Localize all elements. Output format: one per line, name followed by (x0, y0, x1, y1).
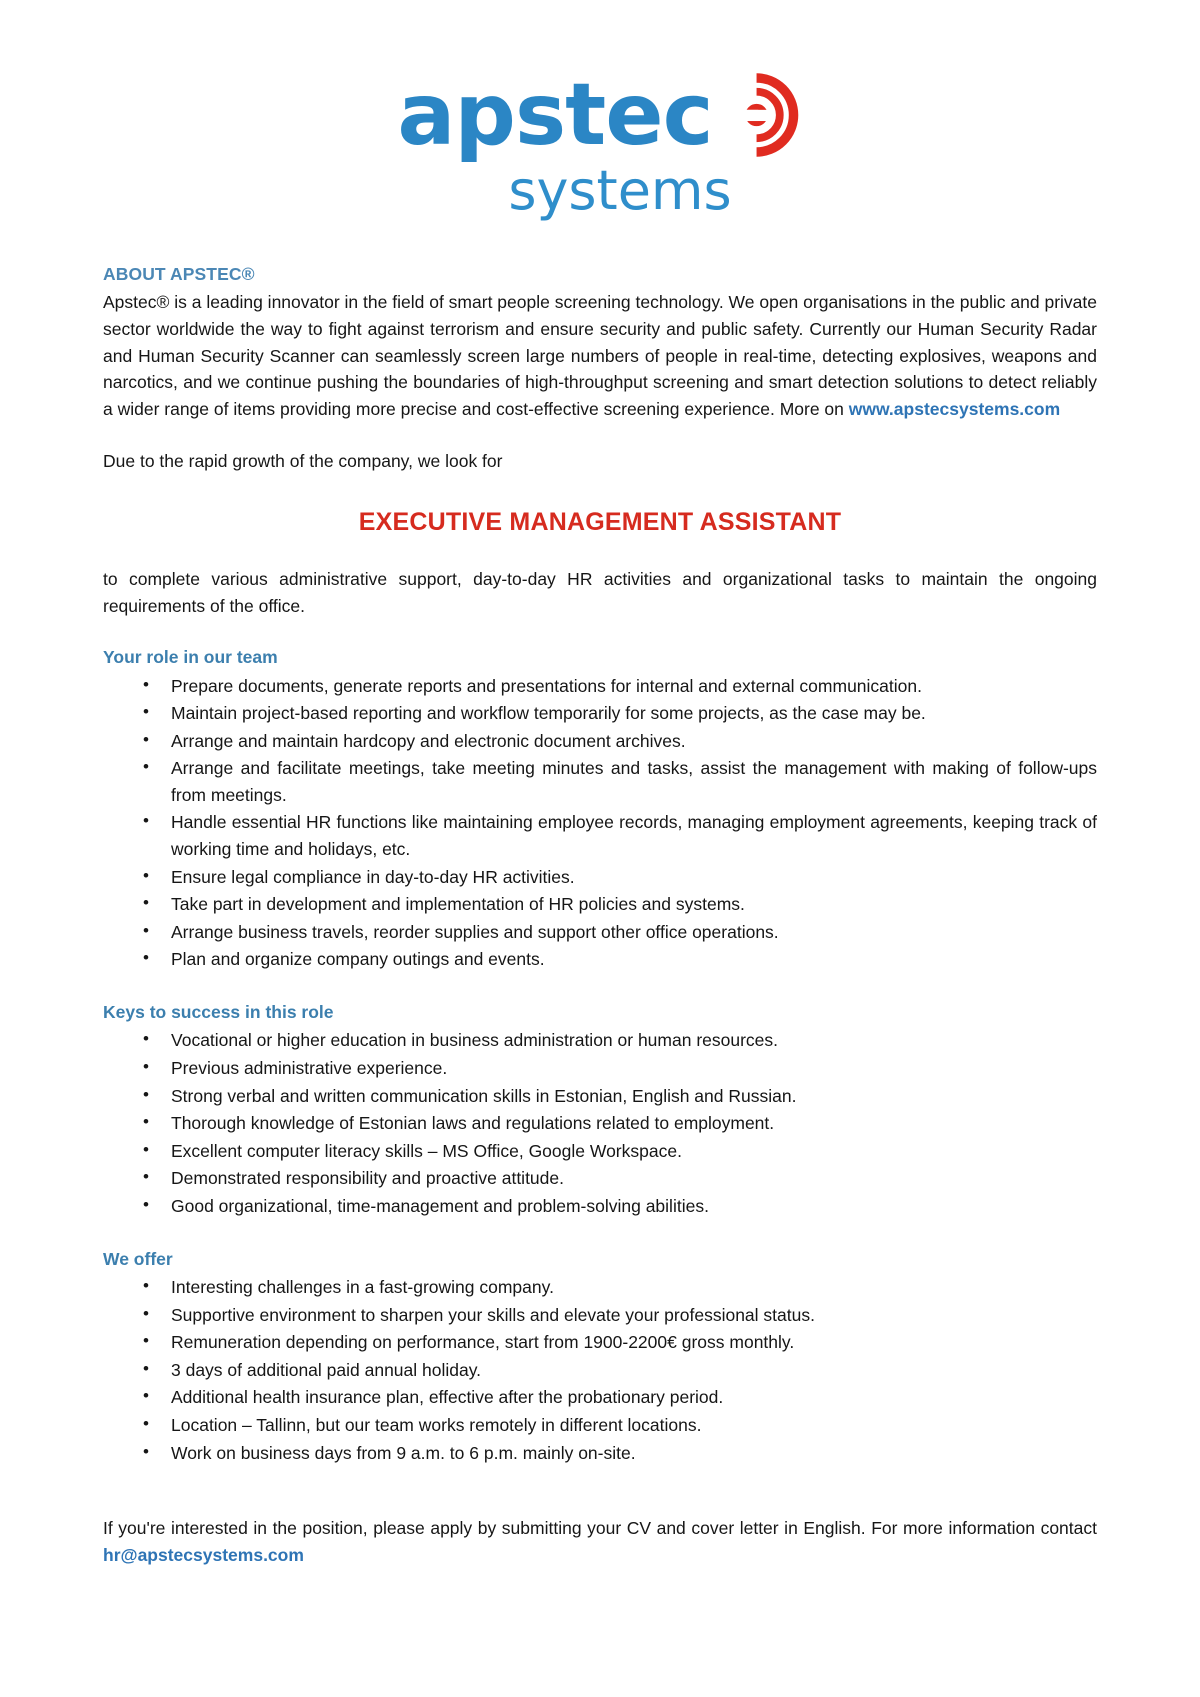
section-heading-role: Your role in our team (103, 647, 278, 668)
list-item: • Interesting challenges in a fast-growing company. (103, 1274, 1097, 1301)
list-item: • Vocational or higher education in business administration or human resources. (103, 1027, 1097, 1054)
list-item: • Demonstrated responsibility and proactive attitude. (103, 1165, 1097, 1192)
logo-row (397, 65, 802, 165)
list-item: • Maintain project-based reporting and workflow temporarily for some projects, as the case may be. (103, 700, 1097, 727)
list-item: • Strong verbal and written communication skills in Estonian, English and Russian. (103, 1083, 1097, 1110)
job-title: EXECUTIVE MANAGEMENT ASSISTANT (358, 507, 842, 536)
list-item: • Arrange business travels, reorder supplies and support other office operations. (103, 919, 1097, 946)
website-link[interactable]: www.apstecsystems.com (848, 398, 1061, 419)
list-item: • Arrange and maintain hardcopy and electronic document archives. (103, 728, 1097, 755)
list-item: • Handle essential HR functions like maintaining employee records, managing employment agreements, keeping track of working time and holidays, etc. (103, 809, 1097, 862)
job-summary: to complete various administrative support, day-to-day HR activities and organizational tasks to maintain the ongoing requirements of the office. (103, 568, 1097, 616)
apply-instructions (103, 1515, 1097, 1568)
list-item: • Arrange and facilitate meetings, take meeting minutes and tasks, assist the management with making of follow-ups from meetings. (103, 755, 1097, 808)
contact-email-link[interactable]: hr@apstecsystems.com (103, 1544, 304, 1565)
list-item: • Prepare documents, generate reports and presentations for internal and external communication. (103, 673, 1097, 700)
list-item: • Location – Tallinn, but our team works remotely in different locations. (103, 1412, 1097, 1439)
section-heading-offer: We offer (103, 1248, 173, 1269)
about-paragraph (103, 289, 1097, 422)
list-item: • Remuneration depending on performance, start from 1900-2200€ gross monthly. (103, 1329, 1097, 1356)
logo-wordmark: apstec (397, 65, 713, 165)
list-item: • Work on business days from 9 a.m. to 6 p.m. mainly on-site. (103, 1440, 1097, 1467)
company-logo (0, 0, 1200, 222)
list-item: • Ensure legal compliance in day-to-day HR activities. (103, 864, 1097, 891)
list-item: • Good organizational, time-management and problem-solving abilities. (103, 1193, 1097, 1220)
keys-bullet-list (103, 1027, 1097, 1219)
logo-subtitle: systems (508, 159, 732, 222)
about-heading: ABOUT APSTEC® (103, 264, 255, 284)
growth-line: Due to the rapid growth of the company, we look for (103, 451, 503, 472)
list-item: • Previous administrative experience. (103, 1055, 1097, 1082)
about-paragraph-text: Apstec® is a leading innovator in the field of smart people screening technology. We open organisations in the public and private sector worldwide the way to fight against terrorism and ensure security and public safety. Currently our Human Security Radar and Human Security Scanner can seamlessly screen large numbers of people in real-time, detecting explosives, weapons and narcotics, and we continue pushing the boundaries of high-throughput screening and smart detection solutions to detect reliably a wider range of items providing more precise and cost-effective screening experience. More on (103, 292, 1097, 419)
section-heading-keys: Keys to success in this role (103, 1002, 334, 1023)
list-item: • Plan and organize company outings and events. (103, 946, 1097, 973)
list-item: • Excellent computer literacy skills – MS Office, Google Workspace. (103, 1138, 1097, 1165)
document-content (0, 262, 1200, 1568)
offer-bullet-list (103, 1274, 1097, 1466)
role-bullet-list (103, 673, 1097, 974)
concentric-target-icon (717, 72, 803, 158)
list-item: • Thorough knowledge of Estonian laws and regulations related to employment. (103, 1110, 1097, 1137)
list-item: • Supportive environment to sharpen your skills and elevate your professional status. (103, 1302, 1097, 1329)
list-item: • 3 days of additional paid annual holiday. (103, 1357, 1097, 1384)
list-item: • Additional health insurance plan, effective after the probationary period. (103, 1384, 1097, 1411)
list-item: • Take part in development and implementation of HR policies and systems. (103, 891, 1097, 918)
apply-instructions-text: If you're interested in the position, please apply by submitting your CV and cover letter in English. For more information contact (103, 1518, 1097, 1539)
